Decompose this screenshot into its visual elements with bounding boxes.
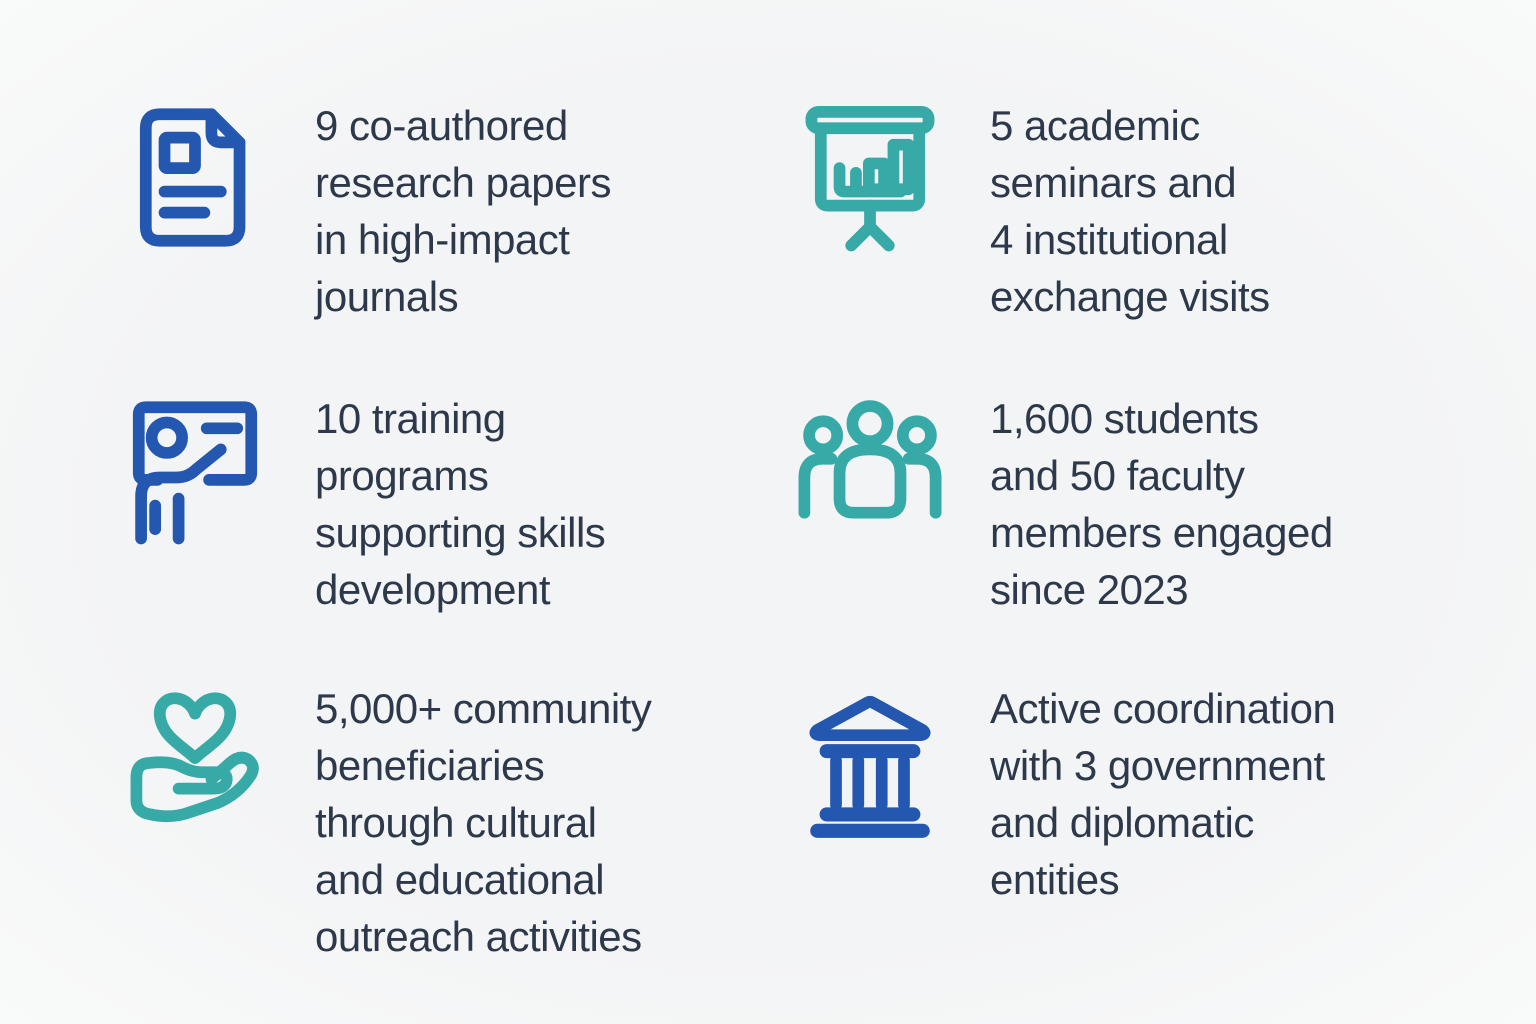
stat-line: beneficiaries <box>315 742 545 789</box>
stat-line: and diplomatic <box>990 799 1254 846</box>
stat-line: 9 co-authored <box>315 102 568 149</box>
stat-item-research-papers <box>120 95 795 388</box>
stat-line: with 3 government <box>990 742 1325 789</box>
stat-item-training-programs <box>120 388 795 678</box>
stat-line: 5 academic <box>990 102 1200 149</box>
stat-line: 1,600 students <box>990 395 1259 442</box>
presentation-chart-icon <box>795 95 945 260</box>
stat-line: supporting skills <box>315 509 606 556</box>
stat-line: since 2023 <box>990 566 1189 613</box>
trainer-whiteboard-icon <box>120 388 270 553</box>
people-group-icon <box>795 388 945 553</box>
stat-text <box>315 388 605 618</box>
stat-text <box>315 678 651 965</box>
stat-line: journals <box>315 273 459 320</box>
stat-line: through cultural <box>315 799 597 846</box>
stat-line: 5,000+ community <box>315 685 652 732</box>
stat-line: Active coordination <box>990 685 1336 732</box>
stat-line: and 50 faculty <box>990 452 1245 499</box>
stat-text <box>990 678 1335 908</box>
stat-item-students-faculty <box>795 388 1536 678</box>
stat-line: in high-impact <box>315 216 570 263</box>
stat-line: research papers <box>315 159 611 206</box>
stat-text <box>315 95 611 325</box>
heart-in-hand-icon <box>120 678 270 843</box>
stat-item-seminars-visits <box>795 95 1536 388</box>
stat-line: development <box>315 566 550 613</box>
stat-line: programs <box>315 452 489 499</box>
document-icon <box>120 95 270 260</box>
stat-line: seminars and <box>990 159 1237 206</box>
stat-line: 10 training <box>315 395 506 442</box>
stat-line: members engaged <box>990 509 1333 556</box>
stat-line: exchange visits <box>990 273 1270 320</box>
stat-line: entities <box>990 856 1120 903</box>
stat-text <box>990 95 1270 325</box>
stat-item-community-beneficiaries <box>120 678 795 1024</box>
stat-line: and educational <box>315 856 605 903</box>
stat-item-government-entities <box>795 678 1536 1024</box>
stat-line: outreach activities <box>315 913 642 960</box>
stat-line: 4 institutional <box>990 216 1228 263</box>
stat-text <box>990 388 1333 618</box>
bank-building-icon <box>795 678 945 843</box>
